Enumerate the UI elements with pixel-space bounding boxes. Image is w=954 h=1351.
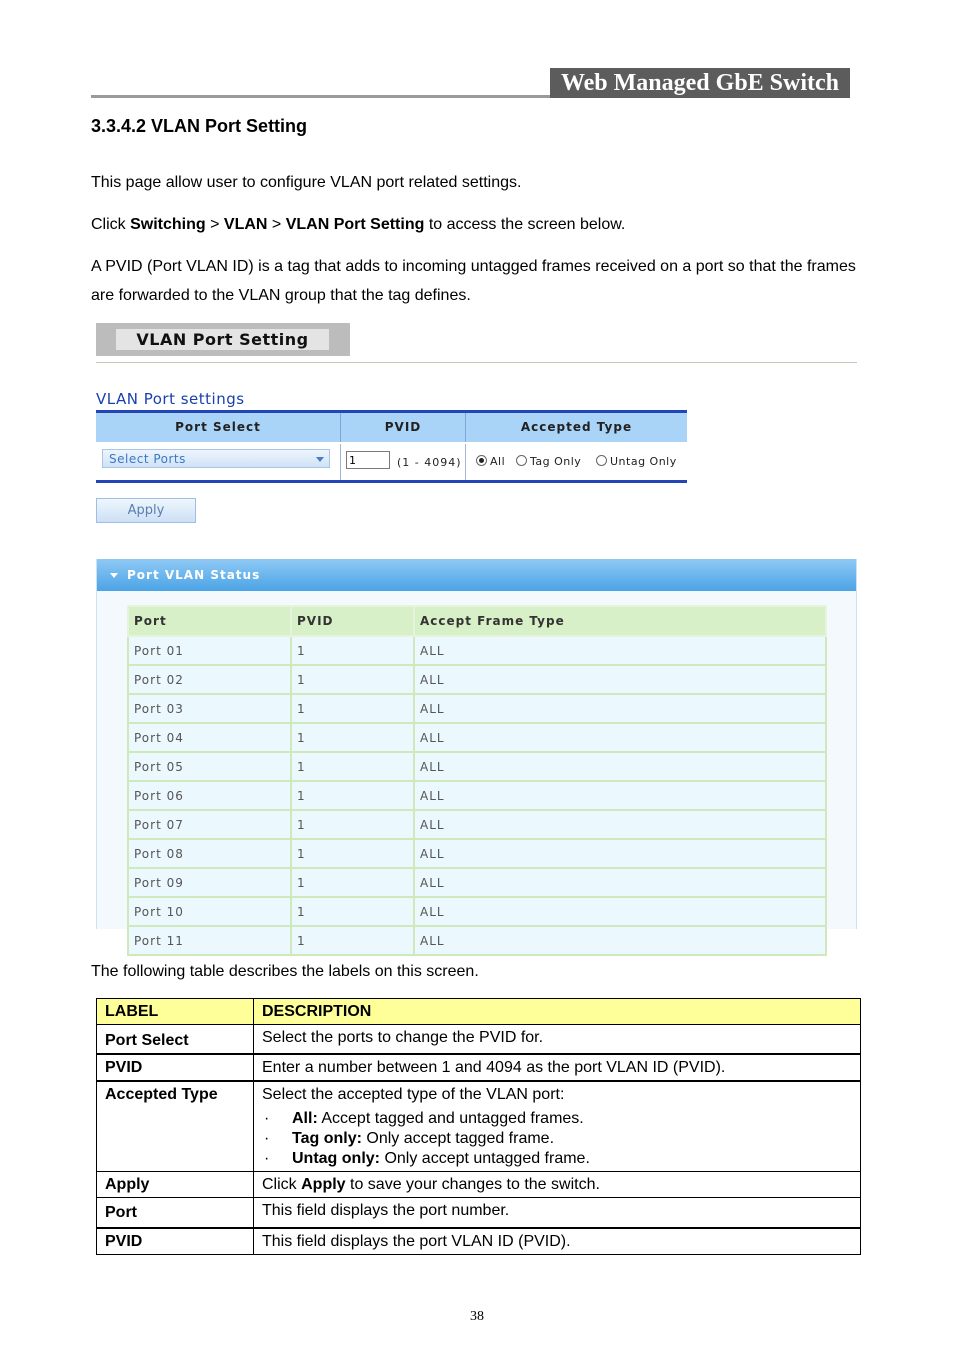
- row-label: PVID: [97, 1054, 254, 1081]
- row-description: Select the ports to change the PVID for.: [254, 1025, 861, 1055]
- cell-pvid: 1: [291, 694, 414, 723]
- cell-pvid: 1: [291, 897, 414, 926]
- cell-port: Port 10: [128, 897, 291, 926]
- status-col-accept-frame-type: Accept Frame Type: [414, 606, 826, 636]
- status-col-port: Port: [128, 606, 291, 636]
- row-label: PVID: [97, 1228, 254, 1255]
- cell-pvid: 1: [291, 752, 414, 781]
- pvid-input[interactable]: 1: [346, 451, 390, 469]
- section-heading: 3.3.4.2 VLAN Port Setting: [91, 116, 308, 136]
- cell-pvid: 1: [291, 781, 414, 810]
- desc-row-pvid-status: [97, 1228, 861, 1255]
- bullet-dot: ·: [264, 1110, 270, 1127]
- page-number: 38: [470, 1309, 484, 1324]
- cell-port: Port 09: [128, 868, 291, 897]
- vlan-port-setting-tab[interactable]: [96, 323, 350, 356]
- pvid-range-hint: (1 - 4094): [397, 456, 462, 469]
- doc-header-title: Web Managed GbE Switch: [550, 68, 850, 98]
- radio-all[interactable]: [476, 455, 487, 466]
- radio-all-label: All: [490, 455, 506, 468]
- cell-frame-type: ALL: [414, 781, 826, 810]
- row-label: Port Select: [97, 1025, 254, 1055]
- pvid-cell: [341, 444, 466, 480]
- cell-frame-type: ALL: [414, 636, 826, 665]
- cell-pvid: 1: [291, 868, 414, 897]
- chevron-down-icon: [316, 457, 324, 462]
- row-label: Apply: [97, 1172, 254, 1198]
- bullet-tag-only: · Tag only: Only accept tagged frame.: [264, 1130, 555, 1147]
- row-description: Click Apply to save your changes to the switch.: [254, 1172, 861, 1198]
- desc-row-accepted-type: [97, 1081, 861, 1172]
- apply-button[interactable]: Apply: [96, 498, 196, 523]
- table-intro: The following table describes the labels on this screen.: [91, 963, 479, 980]
- header-label: LABEL: [97, 999, 254, 1025]
- intro-paragraph-3: A PVID (Port VLAN ID) is a tag that adds to incoming untagged frames received on a port so that the frames are forwarded to the VLAN group that the tag defines.: [91, 258, 856, 304]
- radio-tag-only-label: Tag Only: [530, 455, 582, 468]
- row-description: This field displays the port number.: [254, 1198, 861, 1229]
- radio-untag-only-label: Untag Only: [610, 455, 677, 468]
- cell-pvid: 1: [291, 665, 414, 694]
- cell-frame-type: ALL: [414, 752, 826, 781]
- vlan-port-settings-title: VLAN Port settings: [96, 390, 245, 408]
- cell-frame-type: ALL: [414, 723, 826, 752]
- cell-port: Port 03: [128, 694, 291, 723]
- cell-frame-type: ALL: [414, 810, 826, 839]
- bullet-dot: ·: [264, 1130, 270, 1147]
- desc-row-port-select: [97, 1025, 861, 1055]
- cell-frame-type: ALL: [414, 868, 826, 897]
- bullet-dot: ·: [264, 1150, 270, 1167]
- table-row: [128, 781, 826, 810]
- status-col-pvid: PVID: [291, 606, 414, 636]
- label-description-table: [96, 998, 861, 1255]
- desc-row-pvid: [97, 1054, 861, 1081]
- cell-port: Port 01: [128, 636, 291, 665]
- bullet-all: · All: Accept tagged and untagged frames.: [264, 1110, 584, 1127]
- status-panel-header[interactable]: [97, 559, 856, 591]
- cell-port: Port 06: [128, 781, 291, 810]
- cell-frame-type: ALL: [414, 839, 826, 868]
- collapse-triangle-icon: [110, 573, 118, 578]
- vlan-port-settings-table: [96, 410, 687, 483]
- cell-pvid: 1: [291, 839, 414, 868]
- cell-port: Port 07: [128, 810, 291, 839]
- table-row: [128, 665, 826, 694]
- status-panel-title: Port VLAN Status: [127, 568, 261, 582]
- col-header-pvid: PVID: [341, 413, 466, 442]
- radio-untag-only[interactable]: [596, 455, 607, 466]
- row-description: [254, 1081, 861, 1172]
- cell-port: Port 11: [128, 926, 291, 955]
- intro-paragraph-1: This page allow user to configure VLAN port related settings.: [91, 174, 522, 191]
- tab-label: VLAN Port Setting: [116, 329, 329, 350]
- table-row: [128, 868, 826, 897]
- table-row: [128, 723, 826, 752]
- desc-row-apply: [97, 1172, 861, 1198]
- port-vlan-status-panel: [96, 559, 857, 948]
- col-header-accepted-type: Accepted Type: [466, 413, 687, 442]
- header-rule: [91, 95, 550, 98]
- cell-pvid: 1: [291, 810, 414, 839]
- table-row: [128, 897, 826, 926]
- row-description: This field displays the port VLAN ID (PVID).: [254, 1228, 861, 1255]
- cell-frame-type: ALL: [414, 694, 826, 723]
- table-row: [128, 810, 826, 839]
- port-vlan-status-table: [127, 605, 827, 956]
- cell-frame-type: ALL: [414, 897, 826, 926]
- table-row: [128, 926, 826, 955]
- desc-row-port: [97, 1198, 861, 1229]
- cell-frame-type: ALL: [414, 665, 826, 694]
- table-row: [128, 636, 826, 665]
- header-description: DESCRIPTION: [254, 999, 861, 1025]
- port-select-cell: [96, 444, 341, 480]
- intro-paragraph-2: Click Switching > VLAN > VLAN Port Setting to access the screen below.: [91, 216, 626, 233]
- table-row: [128, 839, 826, 868]
- cell-port: Port 08: [128, 839, 291, 868]
- desc-table-header: [97, 999, 861, 1025]
- table-row: [128, 752, 826, 781]
- row-label: Port: [97, 1198, 254, 1229]
- row-description: Enter a number between 1 and 4094 as the port VLAN ID (PVID).: [254, 1054, 861, 1081]
- col-header-port-select: Port Select: [96, 413, 341, 442]
- table-row: [128, 694, 826, 723]
- bullet-untag-only: · Untag only: Only accept untagged frame.: [264, 1150, 590, 1167]
- cell-port: Port 04: [128, 723, 291, 752]
- accepted-type-cell: [466, 444, 687, 480]
- accepted-type-intro: Select the accepted type of the VLAN port:: [262, 1086, 565, 1103]
- cell-port: Port 05: [128, 752, 291, 781]
- tab-divider: [96, 362, 857, 363]
- cell-pvid: 1: [291, 723, 414, 752]
- cell-frame-type: ALL: [414, 926, 826, 955]
- row-label: Accepted Type: [97, 1081, 254, 1172]
- port-select-value: Select Ports: [109, 452, 186, 466]
- cell-pvid: 1: [291, 926, 414, 955]
- cell-pvid: 1: [291, 636, 414, 665]
- radio-tag-only[interactable]: [516, 455, 527, 466]
- port-select-dropdown[interactable]: [102, 449, 330, 468]
- cell-port: Port 02: [128, 665, 291, 694]
